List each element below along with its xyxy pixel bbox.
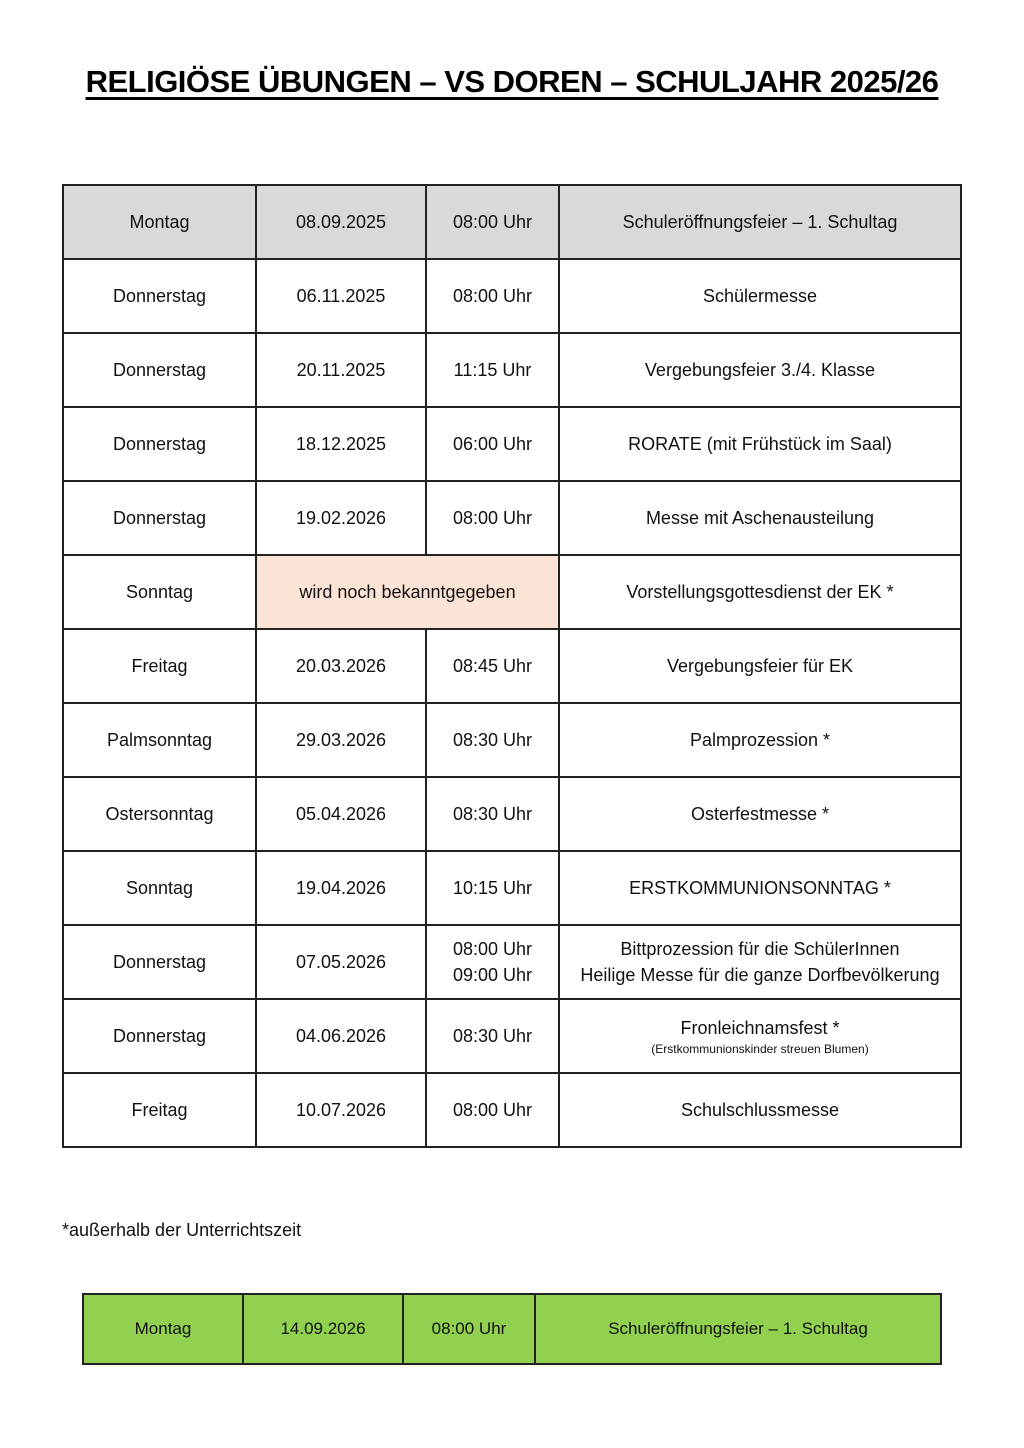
event-cell: Schülermesse [559, 259, 961, 333]
time-cell: 08:30 Uhr [426, 777, 559, 851]
date-cell: 10.07.2026 [256, 1073, 426, 1147]
table-row [83, 1294, 941, 1364]
date-cell: 07.05.2026 [256, 925, 426, 999]
time-cell: 08:00 Uhr [426, 1073, 559, 1147]
day-cell: Donnerstag [63, 259, 256, 333]
event-note: (Erstkommunionskinder streuen Blumen) [651, 1042, 869, 1056]
next-year-table [82, 1293, 942, 1365]
table-row [63, 555, 961, 629]
day-cell: Ostersonntag [63, 777, 256, 851]
date-cell: 14.09.2026 [243, 1294, 403, 1364]
table-row [63, 851, 961, 925]
table-row [63, 1073, 961, 1147]
day-cell: Montag [63, 185, 256, 259]
day-cell: Sonntag [63, 555, 256, 629]
day-cell: Montag [83, 1294, 243, 1364]
time-cell: 08:00 Uhr [403, 1294, 535, 1364]
date-cell: 06.11.2025 [256, 259, 426, 333]
table-row [63, 777, 961, 851]
event-cell [559, 925, 961, 999]
date-cell: 08.09.2025 [256, 185, 426, 259]
table-row [63, 629, 961, 703]
time-cell: 08:30 Uhr [426, 703, 559, 777]
time-cell: 08:00 Uhr [426, 481, 559, 555]
event-cell [559, 999, 961, 1073]
event-cell: Schulschlussmesse [559, 1073, 961, 1147]
date-cell: 29.03.2026 [256, 703, 426, 777]
table-row [63, 333, 961, 407]
date-cell: 20.11.2025 [256, 333, 426, 407]
event-cell: Vorstellungsgottesdienst der EK * [559, 555, 961, 629]
table-row [63, 185, 961, 259]
time-cell: 08:30 Uhr [426, 999, 559, 1073]
table-row [63, 407, 961, 481]
day-cell: Freitag [63, 1073, 256, 1147]
date-cell: 20.03.2026 [256, 629, 426, 703]
tbd-date-cell: wird noch bekanntgegeben [256, 555, 559, 629]
event-cell: RORATE (mit Frühstück im Saal) [559, 407, 961, 481]
event-cell: Vergebungsfeier 3./4. Klasse [559, 333, 961, 407]
time-cell: 08:45 Uhr [426, 629, 559, 703]
day-cell: Donnerstag [63, 999, 256, 1073]
time-cell [426, 925, 559, 999]
table-row [63, 999, 961, 1073]
day-cell: Donnerstag [63, 925, 256, 999]
time-cell: 08:00 Uhr [426, 185, 559, 259]
time-cell: 08:00 Uhr [426, 259, 559, 333]
day-cell: Donnerstag [63, 333, 256, 407]
event-cell: Palmprozession * [559, 703, 961, 777]
event-cell: Vergebungsfeier für EK [559, 629, 961, 703]
time-line: 08:00 Uhr [452, 939, 533, 959]
day-cell: Sonntag [63, 851, 256, 925]
event-line: Bittprozession für die SchülerInnen [620, 939, 900, 959]
schedule-table [62, 184, 962, 1148]
table-row [63, 703, 961, 777]
day-cell: Freitag [63, 629, 256, 703]
table-row [63, 481, 961, 555]
day-cell: Donnerstag [63, 481, 256, 555]
time-cell: 06:00 Uhr [426, 407, 559, 481]
footnote: *außerhalb der Unterrichtszeit [62, 1220, 302, 1240]
date-cell: 04.06.2026 [256, 999, 426, 1073]
event-line: Fronleichnamsfest * [680, 1018, 840, 1038]
time-line: 09:00 Uhr [452, 965, 533, 985]
event-cell: Messe mit Aschenausteilung [559, 481, 961, 555]
event-line: Heilige Messe für die ganze Dorfbevölkerung [580, 965, 940, 985]
event-cell: ERSTKOMMUNIONSONNTAG * [559, 851, 961, 925]
time-cell: 10:15 Uhr [426, 851, 559, 925]
date-cell: 18.12.2025 [256, 407, 426, 481]
day-cell: Palmsonntag [63, 703, 256, 777]
day-cell: Donnerstag [63, 407, 256, 481]
date-cell: 19.04.2026 [256, 851, 426, 925]
event-cell: Osterfestmesse * [559, 777, 961, 851]
page-title: RELIGIÖSE ÜBUNGEN – VS DOREN – SCHULJAHR 2025/26 [85, 64, 939, 99]
date-cell: 19.02.2026 [256, 481, 426, 555]
event-cell: Schuleröffnungsfeier – 1. Schultag [535, 1294, 941, 1364]
date-cell: 05.04.2026 [256, 777, 426, 851]
table-row [63, 259, 961, 333]
event-cell: Schuleröffnungsfeier – 1. Schultag [559, 185, 961, 259]
time-cell: 11:15 Uhr [426, 333, 559, 407]
table-row [63, 925, 961, 999]
